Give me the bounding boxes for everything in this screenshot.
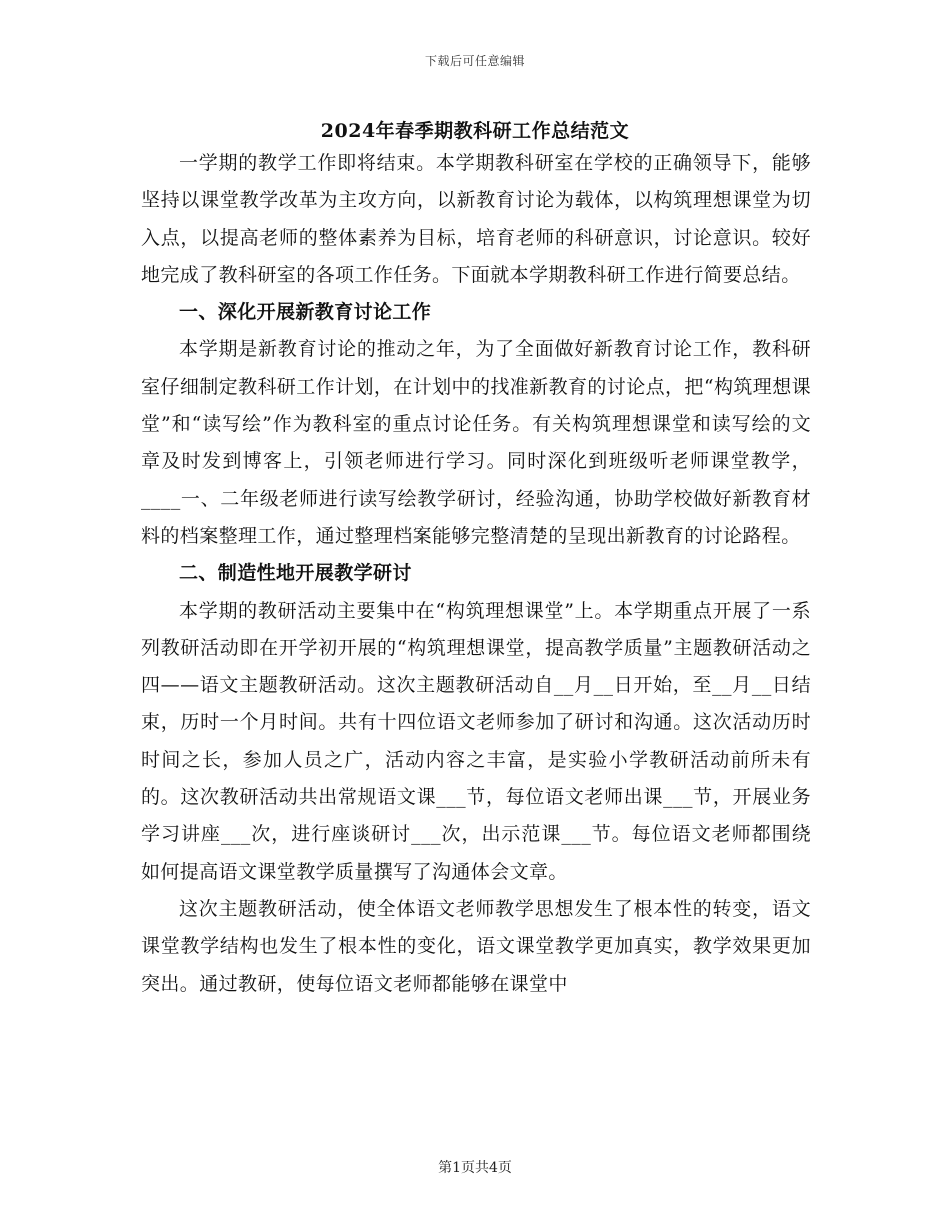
section-1-heading: 一、深化开展新教育讨论工作 [179, 301, 432, 324]
document-title: 2024年春季期教科研工作总结范文 [320, 120, 630, 142]
document-body [141, 145, 811, 1003]
page-header-note: 下载后可任意编辑 [424, 54, 525, 68]
page-number: 第1页共4页 [438, 1160, 512, 1176]
section-2-heading: 二、制造性地开展教学研讨 [179, 562, 412, 585]
section-2-paragraph-2: 这次主题教研活动，使全体语文老师教学思想发生了根本性的转变，语文课堂教学结构也发生了根本性的变化，语文课堂教学更加真实，教学效果更加突出。通过教研，使每位语文老师都能够在课堂中 [141, 897, 811, 995]
intro-paragraph: 一学期的教学工作即将结束。本学期教科研室在学校的正确领导下，能够坚持以课堂教学改革为主攻方向，以新教育讨论为载体，以构筑理想课堂为切入点，以提高老师的整体素养为目标，培育老师的科研意识，讨论意识。较好地完成了教科研室的各项工作任务。下面就本学期教科研工作进行简要总结。 [141, 152, 811, 286]
section-2-paragraph-1: 本学期的教研活动主要集中在“构筑理想课堂”上。本学期重点开展了一系列教研活动即在开学初开展的“构筑理想课堂，提高教学质量”主题教研活动之四——语文主题教研活动。这次主题教研活动自__月__日开始，至__月__日结束，历时一个月时间。共有十四位语文老师参加了研讨和沟通。这次活动历时时间之长，参加人员之广，活动内容之丰富，是实验小学教研活动前所未有的。这次教研活动共出常规语文课___节，每位语文老师出课___节，开展业务学习讲座___次，进行座谈研讨___次，出示范课___节。每位语文老师都围绕如何提高语文课堂教学质量撰写了沟通体会文章。 [141, 599, 811, 883]
section-1-paragraph: 本学期是新教育讨论的推动之年，为了全面做好新教育讨论工作，教科研室仔细制定教科研工作计划，在计划中的找准新教育的讨论点，把“构筑理想课堂”和“读写绘”作为教科室的重点讨论任务。有关构筑理想课堂和读写绘的文章及时发到博客上，引领老师进行学习。同时深化到班级听老师课堂教学，____一、二年级老师进行读写绘教学研讨，经验沟通，协助学校做好新教育材料的档案整理工作，通过整理档案能够完整清楚的呈现出新教育的讨论路程。 [141, 338, 811, 547]
